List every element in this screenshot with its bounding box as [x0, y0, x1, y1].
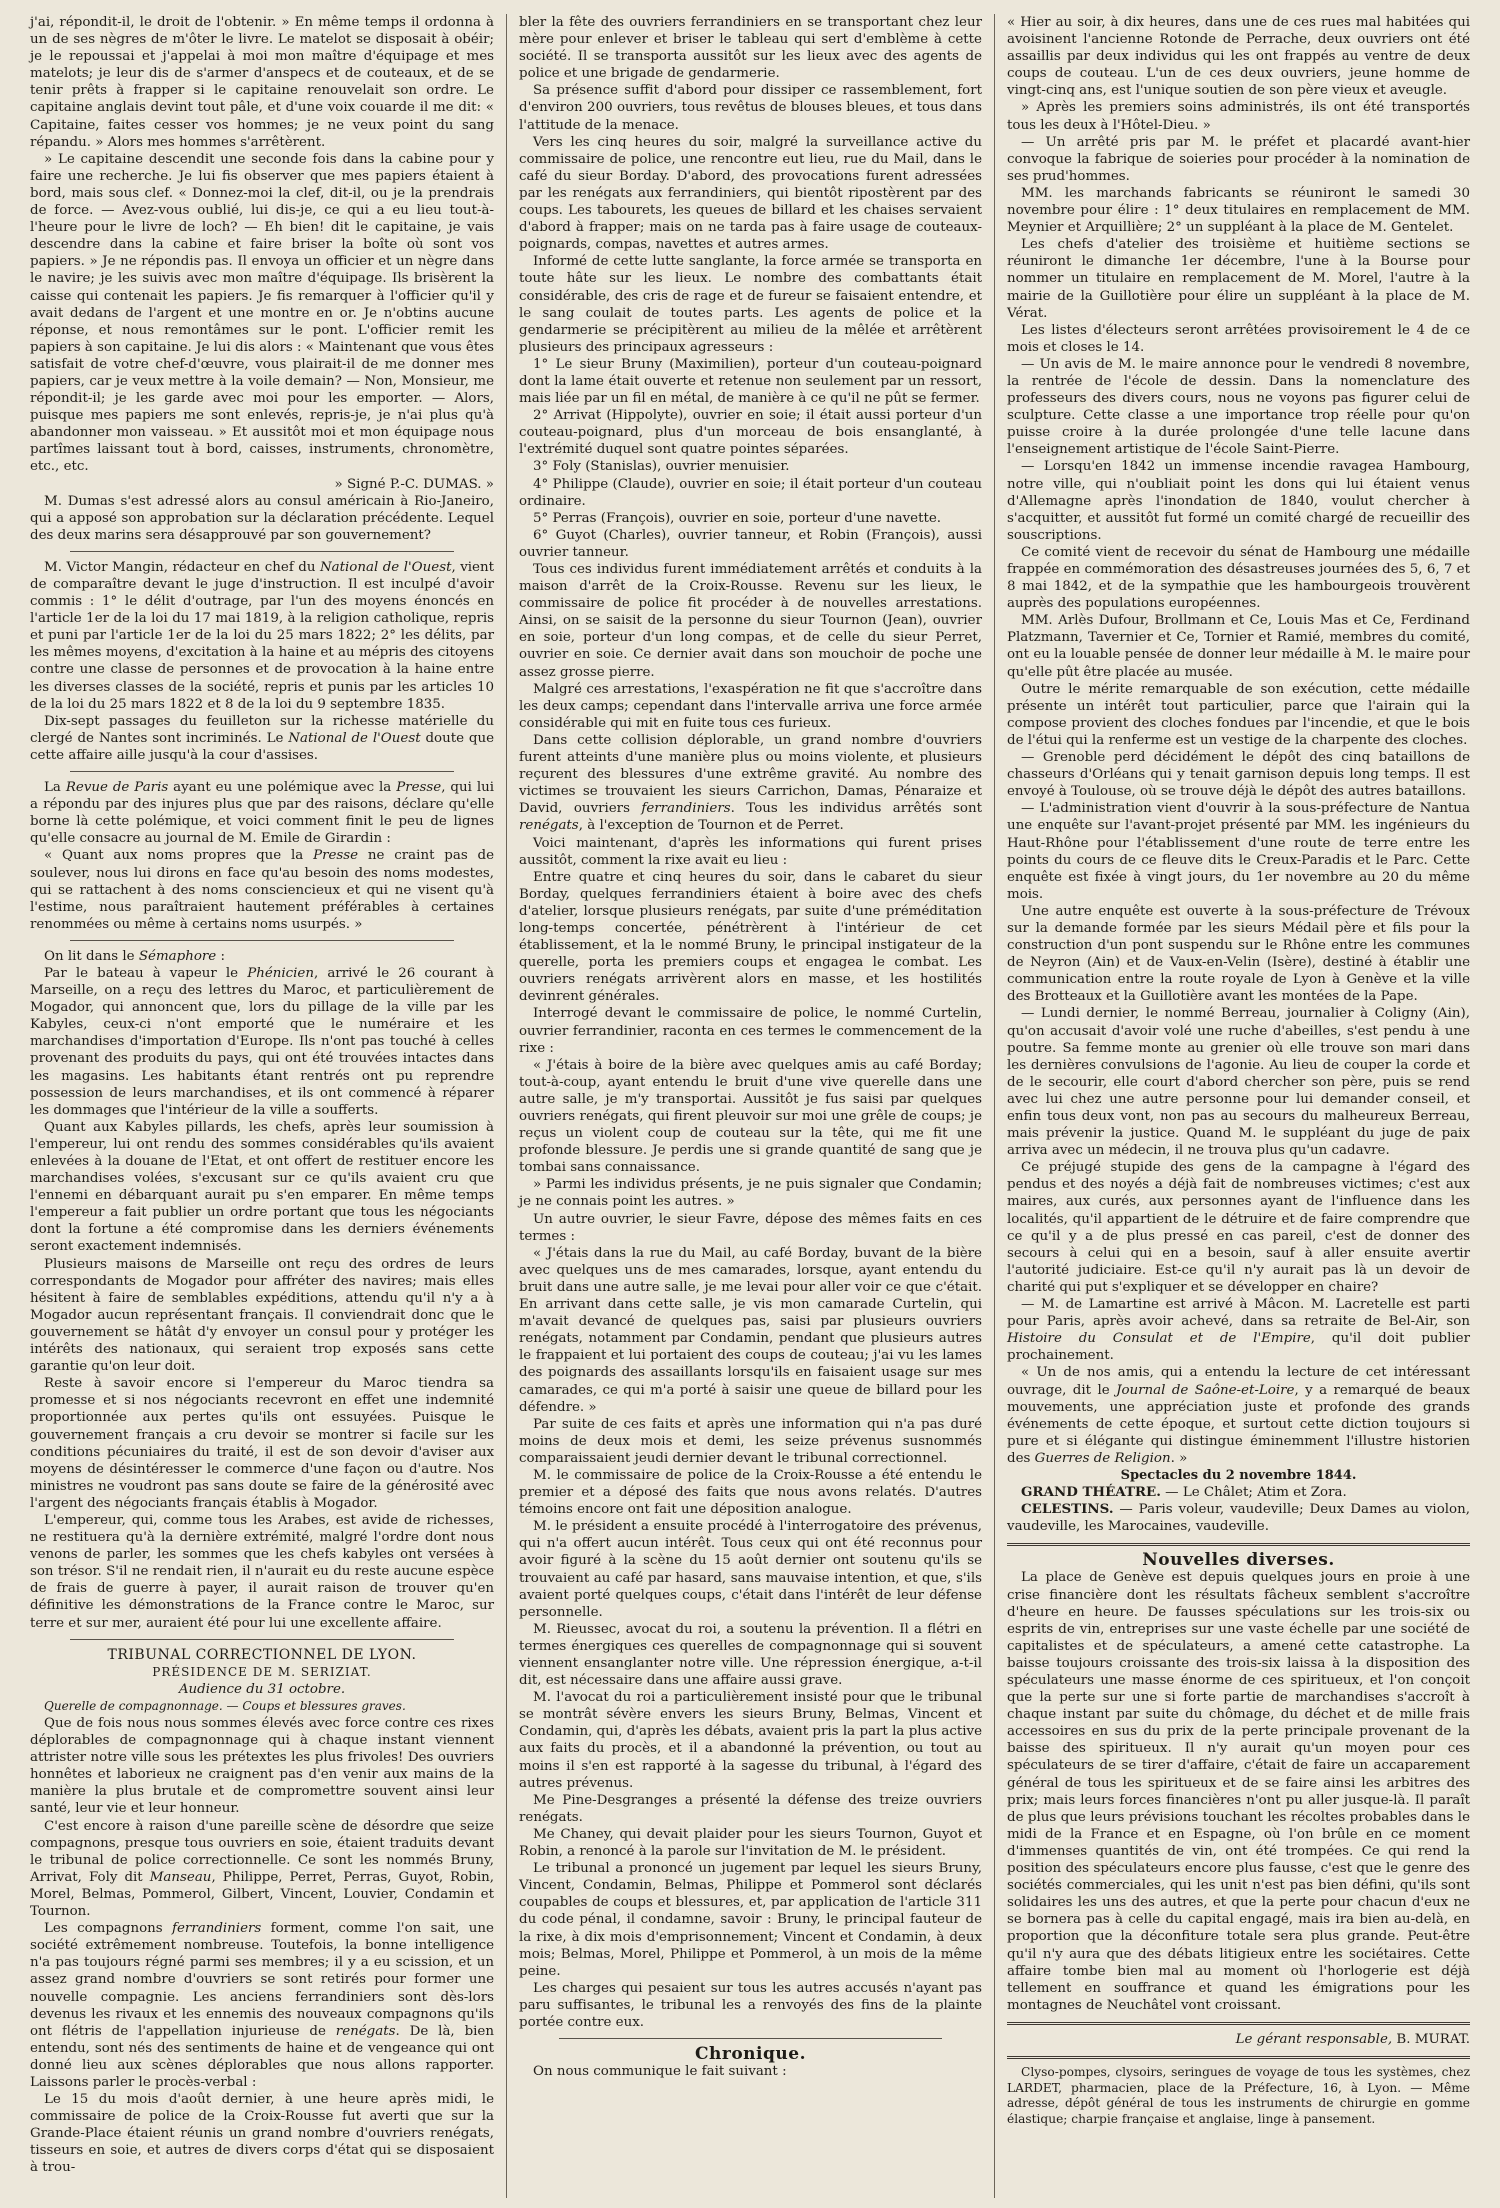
- news-paragraph: C'est encore à raison d'une pareille scène de désordre que seize compagnons, presque tous ouvriers en soie, étaient traduits devant le tribunal de police correctionnelle. Ce sont les nommés Bruny, Arrivat, Foly dit Manseau, Philippe, Perret, Perras, Guyot, Robin, Morel, Belmas, Pommerol, Gilbert, Vincent, Louvier, Condamin et Tournon.: [30, 1818, 494, 1920]
- news-paragraph: — Lorsqu'en 1842 un immense incendie ravagea Hambourg, notre ville, qui n'oubliait point les dons qui lui étaient venus d'Allemagne après l'inondation de 1840, voulut chercher à s'acquitter, et aussitôt fut formé un comité chargé de recueillir des souscriptions.: [1007, 459, 1470, 543]
- news-paragraph: On lit dans le Sémaphore :: [44, 948, 225, 964]
- news-paragraph: — Lundi dernier, le nommé Berreau, journalier à Coligny (Ain), qu'on accusait d'avoir volé une ruche d'abeilles, s'est pendu à une poutre. Sa femme monte au grenier où elle trouve son mari dans les dernières convulsions de l'agonie. Au lieu de couper la corde et de le secourir, elle court d'abord chercher son père, puis se rend avec lui chez une autre personne pour lui demander conseil, et enfin tous deux vont, non pas au secours du malheureux Berreau, mais prévenir la justice. Quand M. le suppléant du juge de paix arriva avec un médecin, il ne trouva plus qu'un cadavre.: [1007, 1006, 1470, 1159]
- column-1: [18, 14, 506, 2198]
- section-rule: [1007, 2056, 1470, 2059]
- gerant-line: Le gérant responsable, B. MURAT.: [1235, 2031, 1470, 2047]
- news-paragraph: On nous communique le fait suivant :: [533, 2064, 787, 2080]
- theatre-listing: CELESTINS. — Paris voleur, vaudeville; Deux Dames au violon, vaudeville, les Marocaines, vaudeville.: [1007, 1501, 1470, 1535]
- testimony-paragraph: « J'étais à boire de la bière avec quelques amis au café Borday; tout-à-coup, ayant entendu le bruit d'une vive querelle dans une autre salle, je m'y transportai. Aussitôt je fus saisi par quelques ouvriers renégats, qui firent pleuvoir sur moi une grêle de coups; je reçus un violent coup de couteau sur la tête, qui me fit une profonde blessure. Je perdis une si grande quantité de sang que je tombai sans connaissance.: [519, 1057, 982, 1176]
- news-paragraph: Voici maintenant, d'après les informations qui furent prises aussitôt, comment la rixe avait eu lieu :: [519, 835, 982, 868]
- arrest-item: 5° Perras (François), ouvrier en soie, porteur d'une navette.: [533, 510, 942, 526]
- news-paragraph: Reste à savoir encore si l'empereur du Maroc tiendra sa promesse et si nos négociants recevront en effet une indemnité proportionnée aux pertes qu'ils ont essuyées. Puisque le gouvernement français a cru devoir se montrer si facile sur les conditions pécuniaires du traité, il est de son devoir d'aviser aux moyens de désintéresser le commerce d'une façon ou d'autre. Nos ministres ne voudront pas sans doute se faire de la générosité avec l'argent des négociants français établis à Mogador.: [30, 1376, 494, 1511]
- news-paragraph: Que de fois nous nous sommes élevés avec force contre ces rixes déplorables de compagnonnage qui à chaque instant viennent attrister notre ville sous les prétextes les plus frivoles! Des ouvriers honnêtes et laborieux ne craignent pas d'en venir aux mains de la manière la plus brutale et de compromettre souvent ainsi leur santé, leur vie et leur honneur.: [30, 1716, 494, 1817]
- news-paragraph: Par le bateau à vapeur le Phénicien, arrivé le 26 courant à Marseille, on a reçu des lettres du Maroc, et particulièrement de Mogador, qui annoncent que, lors du pillage de la ville par les Kabyles, ceux-ci n'ont emporté que le numéraire et les marchandises d'importation d'Europe. Ils n'ont pas touché à celles provenant des produits du pays, qui ont été trouvées intactes dans les magasins. Les habitants étant rentrés ont pu reprendre possession de leurs marchandises, et ils ont commencé à réparer les dommages que l'intérieur de la ville a soufferts.: [30, 965, 494, 1118]
- news-paragraph: MM. les marchands fabricants se réuniront le samedi 30 novembre pour élire : 1° deux titulaires en remplacement de MM. Meynier et Arquillière; 2° un suppléant à la place de M. Gentelet.: [1007, 185, 1470, 236]
- arrest-item: 4° Philippe (Claude), ouvrier en soie; il était porteur d'un couteau ordinaire.: [519, 476, 982, 509]
- news-paragraph: M. Rieussec, avocat du roi, a soutenu la prévention. Il a flétri en termes énergiques ces querelles de compagnonnage qui si souvent viennent ensanglanter notre ville. Une répression énergique, a-t-il dit, est nécessaire dans une affaire aussi grave.: [519, 1621, 982, 1689]
- article-separator: [70, 940, 454, 941]
- news-paragraph: La Revue de Paris ayant eu une polémique avec la Presse, qui lui a répondu par des injures plus que par des raisons, déclare qu'elle borne là cette polémique, et voici comment finit le peu de lignes qu'elle consacre au journal de M. Emile de Girardin :: [30, 780, 495, 847]
- news-paragraph: Malgré ces arrestations, l'exaspération ne fit que s'accroître dans les deux camps; cependant dans l'intervalle arriva une force armée considérable qui mit en fuite tous ces furieux.: [519, 681, 982, 731]
- news-paragraph: — Grenoble perd décidément le dépôt des cinq bataillons de chasseurs d'Orléans qui y tenait garnison depuis long temps. Il est envoyé à Toulouse, où se trouve déjà le dépôt des autres bataillons.: [1007, 750, 1470, 800]
- news-paragraph: Interrogé devant le commissaire de police, le nommé Curtelin, ouvrier ferrandinier, raconta en ces termes le commencement de la rixe :: [519, 1006, 982, 1056]
- tribunal-title: TRIBUNAL CORRECTIONNEL DE LYON.: [107, 1646, 417, 1663]
- news-paragraph: Dans cette collision déplorable, un grand nombre d'ouvriers furent atteints d'une manière plus ou moins violente, et plusieurs reçurent des blessures d'une extrême gravité. Au nombre des victimes se trouvaient les sieurs Carrichon, Damas, Pénaraize et David, ouvriers ferrandiniers. Tous les individus arrêtés sont renégats, à l'exception de Tournon et de Perret.: [519, 732, 982, 834]
- news-paragraph: Entre quatre et cinq heures du soir, dans le cabaret du sieur Borday, quelques ferrandiniers étaient à boire avec des chefs d'atelier, lorsque plusieurs renégats, par suite d'une préméditation long-temps concertée, pénétrèrent à l'intérieur de cet établissement, et la le nommé Bruny, le principal instigateur de la querelle, porta les premiers coups et engagea le combat. Les ouvriers renégats arrivèrent alors en masse, et les hostilités devinrent générales.: [519, 869, 982, 1005]
- news-paragraph: Vers les cinq heures du soir, malgré la surveillance active du commissaire de police, une rencontre eut lieu, rue du Mail, dans le café du sieur Borday. D'abord, des provocations furent adressées par les renégats aux ferrandiniers, qui bientôt ripostèrent par des coups. Les tabourets, les queues de billard et les chaises servaient d'abord à frapper; mais on ne tarda pas à faire usage de couteaux-poignards, compas, navettes et autres armes.: [519, 134, 982, 253]
- arrest-item: 2° Arrivat (Hippolyte), ouvrier en soie; il était aussi porteur d'un couteau-poignard, plus d'un morceau de bois ensanglanté, à l'extrémité duquel sont quatre pointes séparées.: [519, 408, 982, 458]
- columns: [18, 14, 1482, 2198]
- arrest-item: 1° Le sieur Bruny (Maximilien), porteur d'un couteau-poignard dont la lame était ouverte et retenue non seulement par un ressort, mais liée par un fil en métal, de manière à ce qu'il ne pût se fermer.: [519, 356, 982, 407]
- tribunal-audience: Audience du 31 octobre.: [178, 1681, 346, 1697]
- dumas-declaration-paragraph: » Le capitaine descendit une seconde fois dans la cabine pour y faire une recherche. Je lui fis observer que mes papiers étaient à bord, mais sous clef. « Donnez-moi la clef, dit-il, ou je la prendrais de force. — Avez-vous oublié, lui dis-je, ce qui a eu lieu tout-à-l'heure pour le livre de loch? — Eh bien! dit le capitaine, je vais descendre dans la cabine et faire briser la boîte où sont vos papiers. » Je ne répondis pas. Il envoya un officier et un nègre dans le navire; je les suivis avec mon maître d'équipage. Ils brisèrent la caisse qui contenait les papiers. Je fis remarquer à l'officier qu'il y avait dedans de l'argent et une montre en or. Je n'obtins aucune réponse, et nous remontâmes sur le pont. L'officier remit les papiers à son capitaine. Je lui dis alors : « Maintenant que vous êtes satisfait de votre chef-d'œuvre, vous plairait-il de me donner mes papiers, car je veux mettre à la voile demain? — Non, Monsieur, me répondit-il; je les garde avec moi pour les emporter. — Alors, puisque mes papiers me sont enlevés, repris-je, je n'ai plus qu'à abandonner mon vaisseau. » Et aussitôt moi et mon équipage nous partîmes laissant tout à bord, caisses, instruments, chronomètre, etc., etc.: [30, 151, 494, 475]
- news-paragraph: — Un arrêté pris par M. le préfet et placardé avant-hier convoque la fabrique de soieries pour procéder à la nomination de ses prud'hommes.: [1007, 134, 1470, 184]
- news-paragraph: bler la fête des ouvriers ferrandiniers en se transportant chez leur mère pour enlever et briser le tableau qui sert d'emblème à cette société. Il se transporta aussitôt sur les lieux avec des agents de police et une brigade de gendarmerie.: [519, 15, 982, 82]
- article-separator: [70, 1639, 454, 1640]
- article-separator: [559, 2038, 942, 2039]
- news-paragraph: Les charges qui pesaient sur tous les autres accusés n'ayant pas paru suffisantes, le tribunal les a renvoyés des fins de la plainte portée contre eux.: [519, 1980, 982, 2030]
- dumas-declaration-paragraph: j'ai, répondit-il, le droit de l'obtenir. » En même temps il ordonna à un de ses nègres de m'ôter le livre. Le matelot se disposait à obéir; je le repoussai et j'appelai à moi mon maître d'équipage et mes matelots; je leur dis de s'armer d'anspecs et de couteaux, et de se tenir prêts à frapper si le capitaine renouvelait son ordre. Le capitaine anglais devint tout pâle, et d'une voix couarde il me dit: « Capitaine, faites cesser vos hommes; je ne veux point du sang répandu. » Alors mes hommes s'arrêtèrent.: [30, 15, 494, 150]
- news-paragraph: M. le président a ensuite procédé à l'interrogatoire des prévenus, qui n'a offert aucun intérêt. Tous ceux qui ont été reconnus pour avoir figuré à la scène du 15 août dernier ont soutenu qu'ils se trouvaient au café par hasard, sans mauvaise intention, et que, s'ils avaient porté quelques coups, c'était dans l'intérêt de leur défense personnelle.: [519, 1519, 982, 1620]
- news-paragraph: Dix-sept passages du feuilleton sur la richesse matérielle du clergé de Nantes sont incriminés. Le National de l'Ouest doute que cette affaire aille jusqu'à la cour d'assises.: [30, 713, 494, 763]
- news-paragraph: M. Victor Mangin, rédacteur en chef du National de l'Ouest, vient de comparaître devant le juge d'instruction. Il est inculpé d'avoir commis : 1° le délit d'outrage, par l'un des moyens énoncés en l'article 1er de la loi du 17 mai 1819, à la religion catholique, repris et puni par l'article 1er de la loi du 25 mars 1822; 2° les délits, par les mêmes moyens, d'excitation à la haine et au mépris des citoyens contre une classe de personnes et de provocation à la haine entre les diverses classes de la société, repris et punis par les articles 10 de la loi du 25 mars 1822 et 8 de la loi du 9 septembre 1835.: [30, 559, 494, 712]
- arrest-item: 6° Guyot (Charles), ouvrier tanneur, et Robin (François), aussi ouvrier tanneur.: [519, 527, 982, 560]
- section-rule: [1007, 2022, 1470, 2025]
- news-paragraph: « Quant aux noms propres que la Presse ne craint pas de soulever, nous lui dirons en face qu'au besoin des noms modestes, qui se rattachent à des noms consciencieux et qui ne visent qu'à l'estime, nous paraîtraient hautement préférables à certaines renommées ou même à certains noms usurpés. »: [30, 848, 495, 932]
- news-paragraph: Un autre ouvrier, le sieur Favre, dépose des mêmes faits en ces termes :: [519, 1211, 982, 1244]
- testimony-paragraph: » Parmi les individus présents, je ne puis signaler que Condamin; je ne connais point les autres. »: [519, 1177, 982, 1210]
- news-paragraph: Les chefs d'atelier des troisième et huitième sections se réuniront le dimanche 1er décembre, l'une à la Bourse pour nommer un titulaire en remplacement de M. Morel, l'autre à la mairie de la Guillotière pour élire un suppléant à la place de M. Vérat.: [1007, 237, 1470, 321]
- chronique-title: Chronique.: [695, 2044, 806, 2065]
- news-paragraph: Le tribunal a prononcé un jugement par lequel les sieurs Bruny, Vincent, Condamin, Belmas, Philippe et Pommerol sont déclarés coupables de coups et blessures, et, par application de l'article 311 du code pénal, il condamne, savoir : Bruny, le principal fauteur de la rixe, à dix mois d'emprisonnement; Vincent et Condamin, à deux mois; Belmas, Morel, Philippe et Pommerol, à un mois de la même peine.: [519, 1861, 982, 1979]
- nouvelles-title: Nouvelles diverses.: [1142, 1550, 1335, 1571]
- news-paragraph: Ce comité vient de recevoir du sénat de Hambourg une médaille frappée en commémoration des désastreuses journées des 5, 6, 7 et 8 mai 1842, et de la sympathie que les hambourgeois trouvèrent auprès des populations européennes.: [1007, 544, 1470, 612]
- section-rule: [1007, 1543, 1470, 1546]
- news-paragraph: Les listes d'électeurs seront arrêtées provisoirement le 4 de ce mois et closes le 14.: [1007, 322, 1470, 355]
- news-paragraph: MM. Arlès Dufour, Brollmann et Ce, Louis Mas et Ce, Ferdinand Platzmann, Tavernier et Ce, Tornier et Ramié, membres du comité, ont eu la louable pensée de donner leur médaille à M. le maire pour qu'elle pût être placée au musée.: [1007, 613, 1470, 680]
- news-paragraph: M. l'avocat du roi a particulièrement insisté pour que le tribunal se montrât sévère envers les sieurs Bruny, Belmas, Vincent et Condamin, qui, d'après les débats, avaient pris la part la plus active aux faits du procès, et il a abandonné la prévention, ou tout au moins il s'en est rapporté à la sagesse du tribunal, à l'égard des autres prévenus.: [519, 1690, 982, 1791]
- article-separator: [70, 771, 454, 772]
- news-paragraph: Sa présence suffit d'abord pour dissiper ce rassemblement, fort d'environ 200 ouvriers, tous revêtus de blouses bleues, et tous dans l'attitude de la menace.: [519, 83, 982, 133]
- news-paragraph: Quant aux Kabyles pillards, les chefs, après leur soumission à l'empereur, lui ont rendu des sommes considérables qu'ils avaient enlevées à la douane de l'Etat, et ont offert de restituer encore les marchandises volées, s'excusant sur ce qu'ils avaient cru que l'ennemi en débarquant aurait pu s'en emparer. En même temps l'empereur a fait publier un ordre portant que tous les négociants dont la fortune a été compromise dans les derniers événements seront exactement indemnisés.: [30, 1119, 494, 1255]
- news-paragraph: Outre le mérite remarquable de son exécution, cette médaille présente un intérêt tout particulier, parce que l'airain qui la compose provient des cloches fondues par l'incendie, et que le bois de l'étui qui la renferme est un vestige de la charpente des cloches.: [1007, 681, 1470, 748]
- tribunal-presidence: PRÉSIDENCE DE M. SERIZIAT.: [152, 1664, 372, 1679]
- news-paragraph: Informé de cette lutte sanglante, la force armée se transporta en toute hâte sur les lieux. Le nombre des combattants était considérable, des cris de rage et de fureur se faisaient entendre, et le sang coulait de toutes parts. Les agents de police et la gendarmerie se précipitèrent au milieu de la mêlée et arrêtèrent plusieurs des principaux agresseurs :: [519, 254, 982, 355]
- news-paragraph: Le 15 du mois d'août dernier, à une heure après midi, le commissaire de police de la Croix-Rousse fut averti que sur la Grande-Place étaient réunis un grand nombre d'ouvriers renégats, tisseurs en soie, et autres de divers corps d'état qui se disposaient à trou-: [30, 2092, 494, 2176]
- news-paragraph: Ce préjugé stupide des gens de la campagne à l'égard des pendus et des noyés a déjà fait de nombreuses victimes; c'est aux maires, aux curés, aux personnes ayant de l'influence dans les localités, qu'il appartient de le détruire et de faire comprendre que ce qu'il y a de plus pressé en cas pareil, c'est de donner des secours à celui qui en a besoin, sauf à aller ensuite avertir l'autorité judiciaire. Est-ce qu'il n'y aurait pas là un devoir de charité qui put s'expliquer et se développer en chaire?: [1007, 1160, 1470, 1295]
- news-paragraph: « Un de nos amis, qui a entendu la lecture de cet intéressant ouvrage, dit le Journal de Saône-et-Loire, y a remarqué de beaux mouvements, une appréciation juste et profonde des grands événements de cette époque, et surtout cette diction toujours si pure et si élégante qui distingue éminemment l'illustre historien des Guerres de Religion. »: [1007, 1365, 1470, 1466]
- news-paragraph: » Après les premiers soins administrés, ils ont été transportés tous les deux à l'Hôtel-Dieu. »: [1007, 100, 1470, 133]
- column-3: [994, 14, 1482, 2198]
- news-paragraph: Une autre enquête est ouverte à la sous-préfecture de Trévoux sur la demande formée par les sieurs Médail père et fils pour la construction d'un pont suspendu sur le Rhône entre les communes de Neyron (Ain) et de Vaux-en-Velin (Isère), destiné à établir une communication entre la route royale de Lyon à Genève et la ville des Brotteaux et la Guillotière avant les montées de la Pape.: [1007, 903, 1470, 1005]
- news-paragraph: Plusieurs maisons de Marseille ont reçu des ordres de leurs correspondants de Mogador pour affréter des navires; mais elles hésitent à faire de semblables expéditions, attendu qu'il n'y a à Mogador aucun représentant français. Il conviendrait donc que le gouvernement se hâtât d'y envoyer un consul pour y protéger les intérêts des nationaux, qui seraient trop exposés sans cette garantie qu'on leur doit.: [30, 1256, 494, 1375]
- news-paragraph: M. Dumas s'est adressé alors au consul américain à Rio-Janeiro, qui a apposé son approbation sur la déclaration précédente. Lequel des deux marins sera désapprouvé par son gouvernement?: [30, 493, 494, 543]
- news-paragraph: Par suite de ces faits et après une information qui n'a pas duré moins de deux mois et demi, les seize prévenus susnommés comparaissaient jeudi dernier devant le tribunal correctionnel.: [519, 1416, 982, 1466]
- arrest-item: 3° Foly (Stanislas), ouvrier menuisier.: [533, 459, 790, 475]
- news-paragraph: Me Chaney, qui devait plaider pour les sieurs Tournon, Guyot et Robin, a renoncé à la parole sur l'invitation de M. le président.: [519, 1826, 982, 1860]
- article-separator: [70, 551, 454, 552]
- tribunal-case-title: Querelle de compagnonnage. — Coups et blessures graves.: [44, 1698, 406, 1713]
- news-paragraph: Les compagnons ferrandiniers forment, comme l'on sait, une société extrêmement nombreuse. Toutefois, la bonne intelligence n'a pas toujours régné parmi ses membres; il y a eu scission, et un assez grand nombre d'ouvriers se sont retirés pour former une nouvelle compagnie. Les anciens ferrandiniers sont dès-lors devenus les rivaux et les ennemis des nouveaux compagnons qu'ils ont flétris de l'appellation injurieuse de renégats. De là, bien entendu, sont nés des sentiments de haine et de vengeance qui ont donné lieu aux scènes déplorables que nous allons rapporter. Laissons parler le procès-verbal :: [30, 1921, 494, 2090]
- news-paragraph: Me Pine-Desgranges a présenté la défense des treize ouvriers renégats.: [519, 1792, 982, 1825]
- news-paragraph: La place de Genève est depuis quelques jours en proie à une crise financière dont les résultats fâcheux semblent s'accroître d'heure en heure. De fausses spéculations sur les trois-six ou esprits de vin, entreprises sur une vaste échelle par une société de capitalistes et de spéculateurs, a amené cette catastrophe. La baisse toujours croissante des trois-six laissa à la disposition des spéculateurs une masse énorme de ces spiritueux, et l'on conçoit que la perte sur une si forte partie de marchandises s'accroît à chaque instant par suite du chômage, du déchet et de mille frais accessoires en sus du prix de la perte principale provenant de la baisse des spiritueux. Il n'y aurait qu'un moyen pour ces spéculateurs de se tirer d'affaire, c'était de faire un accaparement général de tous les spiritueux et de se faire ainsi les arbitres des prix; mais leurs forces financières n'ont pu aller jusque-là. Il paraît de plus que leurs prévisions touchant les récoltes probables dans le midi de la France et en Espagne, où l'on brûle en ce moment d'immenses quantités de vin, ont été trompées. Ce qui rend la position des spéculateurs encore plus fausse, c'est que le genre des sociétés commerciales, qui les unit n'est pas bien défini, qu'ils sont solidaires les uns des autres, et que la perte pour chacun d'eux ne se bornera pas à celle du capital engagé, mais ira bien au-delà, en proportion que la déconfiture totale sera plus grande. Peut-être qu'il n'y aura que des débats litigieux entre les sociétaires. Cette affaire tombe bien mal au moment où l'horlogerie est déjà tellement en souffrance et quand les émigrations pour les montagnes de Neuchâtel vont croissant.: [1007, 1570, 1470, 2013]
- news-paragraph: L'empereur, qui, comme tous les Arabes, est avide de richesses, ne restituera qu'à la dernière extrémité, malgré l'ordre dont nous venons de parler, les sommes que les chefs kabyles ont versées à son trésor. S'il ne rendait rien, il n'aurait eu du reste aucune espèce de frais de guerre à payer, il aurait raison de trouver qu'en définitive les démonstrations de la France contre le Maroc, sur terre et sur mer, auraient été pour lui une excellente affaire.: [30, 1512, 494, 1631]
- theatre-listing: GRAND THÉATRE. — Le Châlet; Atim et Zora.: [1021, 1484, 1347, 1501]
- signature-line: » Signé P.-C. DUMAS. »: [334, 476, 494, 492]
- news-paragraph: — Un avis de M. le maire annonce pour le vendredi 8 novembre, la rentrée de l'école de dessin. Dans la nomenclature des professeurs des divers cours, nous ne voyons pas figurer celui de sculpture. Cette classe a une importance trop réelle pour qu'on puisse croire à la durée prolongée d'une telle lacune dans l'enseignement artistique de l'école Saint-Pierre.: [1007, 356, 1470, 458]
- advertisement: Clyso-pompes, clysoirs, seringues de voyage de tous les systèmes, chez LARDET, pharmacien, place de la Préfecture, 16, à Lyon. — Même adresse, dépôt général de tous les instruments de chirurgie en gomme élastique; charpie française et anglaise, linge à pansement.: [1007, 2064, 1470, 2126]
- news-paragraph: « Hier au soir, à dix heures, dans une de ces rues mal habitées qui avoisinent l'ancienne Rotonde de Perrache, deux ouvriers ont été assaillis par deux individus qui les ont frappés au ventre de deux coups de couteau. L'un de ces deux ouvriers, jeune homme de vingt-cinq ans, est l'unique soutien de son père vieux et aveugle.: [1007, 15, 1470, 99]
- column-2: [506, 14, 994, 2198]
- news-paragraph: — M. de Lamartine est arrivé à Mâcon. M. Lacretelle est parti pour Paris, après avoir achevé, dans sa retraite de Bel-Air, son Histoire du Consulat et de l'Empire, qu'il doit publier prochainement.: [1007, 1297, 1470, 1364]
- testimony-paragraph: « J'étais dans la rue du Mail, au café Borday, buvant de la bière avec quelques uns de mes camarades, lorsque, ayant entendu du bruit dans une autre salle, je me levai pour aller voir ce que c'était. En arrivant dans cette salle, je vis mon camarade Curtelin, qui m'avait devancé de quelques pas, saisi par plusieurs ouvriers renégats, notamment par Condamin, pendant que plusieurs autres le frappaient et lui portaient des coups de couteau; j'ai vu les lames des poignards des assaillants lorsqu'ils en faisaient usage sur mes camarades, ce qui m'a porté à saisir une queue de billard pour les défendre. »: [519, 1245, 982, 1415]
- news-paragraph: M. le commissaire de police de la Croix-Rousse a été entendu le premier et a déposé des faits que nous avons relatés. D'autres témoins encore ont fait une déposition analogue.: [519, 1467, 982, 1518]
- spectacles-title: Spectacles du 2 novembre 1844.: [1120, 1467, 1357, 1483]
- news-paragraph: Tous ces individus furent immédiatement arrêtés et conduits à la maison d'arrêt de la Croix-Rousse. Revenu sur les lieux, le commissaire de police fit procéder à de nouvelles arrestations. Ainsi, on se saisit de la personne du sieur Tournon (Jean), ouvrier en soie, porteur d'un long compas, et de celle du sieur Perret, ouvrier en soie. Ce dernier avait dans son mouchoir de poche une assez grosse pierre.: [519, 562, 982, 680]
- news-paragraph: — L'administration vient d'ouvrir à la sous-préfecture de Nantua une enquête sur l'avant-projet présenté par MM. les ingénieurs du Haut-Rhône pour l'établissement d'une route de terre entre les points du cours de ce fleuve dits le Creux-Paradis et le Parc. Cette enquête est fixée à vingt jours, du 1er novembre au 20 du même mois.: [1007, 801, 1470, 902]
